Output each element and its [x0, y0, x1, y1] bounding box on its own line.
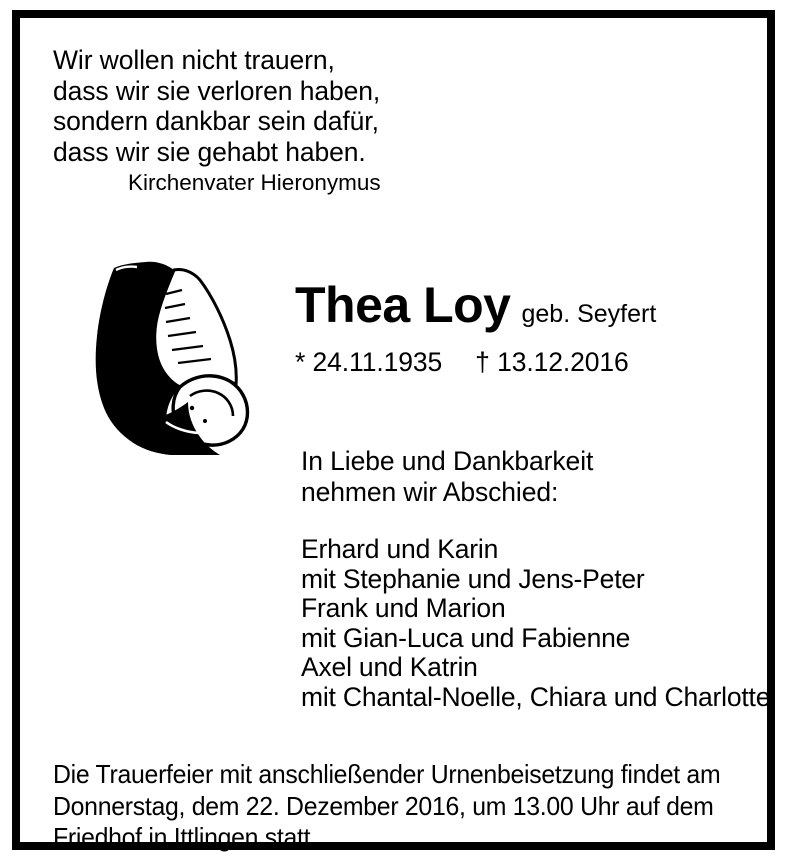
family-line: Axel und Katrin	[301, 652, 478, 682]
farewell-line: In Liebe und Dankbarkeit	[301, 446, 594, 476]
verse-line: sondern dankbar sein dafür,	[53, 106, 379, 136]
family-list	[301, 535, 770, 712]
memorial-verse	[53, 45, 380, 167]
farewell-text	[301, 446, 593, 508]
family-line: mit Gian-Luca und Fabienne	[301, 622, 631, 653]
family-line: Frank und Marion	[301, 593, 506, 623]
deceased-name: Thea Loy	[295, 277, 511, 333]
birth-symbol: *	[295, 347, 306, 377]
farewell-line: nehmen wir Abschied:	[301, 477, 559, 507]
verse-line: dass wir sie gehabt haben.	[53, 136, 366, 167]
family-line: Erhard und Karin	[301, 534, 499, 564]
ceremony-line: Friedhof in Ittlingen statt.	[53, 822, 317, 852]
ceremony-line: Donnerstag, dem 22. Dezember 2016, um 13.00 Uhr auf dem	[53, 790, 714, 821]
deceased-identity	[295, 277, 657, 378]
ceremony-details	[53, 759, 722, 854]
notice-inner	[20, 18, 771, 852]
deceased-maiden-name: geb. Seyfert	[521, 300, 657, 328]
verse-line: Wir wollen nicht trauern,	[53, 45, 335, 75]
death-symbol: †	[475, 347, 490, 377]
family-line: mit Chantal-Noelle, Chiara und Charlotte	[301, 681, 771, 712]
ceremony-line: Die Trauerfeier mit anschließender Urnenbeisetzung findet am	[53, 759, 721, 789]
death-date: 13.12.2016	[497, 347, 629, 377]
deceased-name-row	[295, 277, 657, 333]
obituary-notice	[12, 10, 775, 850]
family-line: mit Stephanie und Jens-Peter	[301, 563, 645, 594]
verse-line: dass wir sie verloren haben,	[53, 75, 381, 106]
birth-date: 24.11.1935	[312, 347, 443, 377]
verse-attribution: Kirchenvater Hieronymus	[128, 170, 381, 195]
life-dates	[295, 347, 656, 378]
praying-hands-icon	[70, 256, 260, 456]
